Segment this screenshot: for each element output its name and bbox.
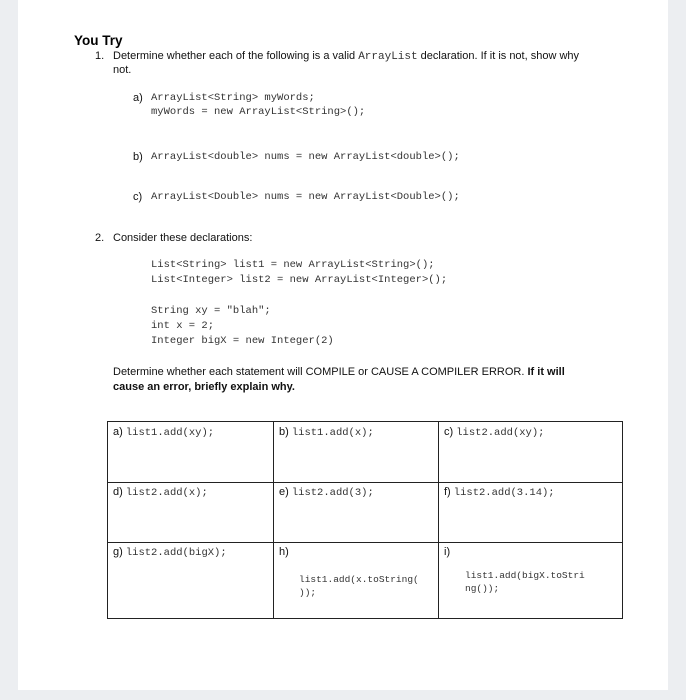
q2-instruction-line1 <box>113 366 565 378</box>
q1-text <box>113 50 579 63</box>
q1-b-label: b) <box>133 151 143 163</box>
q1-a-line1: ArrayList<String> myWords; <box>151 92 315 104</box>
cell-label: h) <box>279 546 289 558</box>
cell-code: list2.add(bigX); <box>125 547 227 559</box>
cell-label: a) <box>113 426 123 438</box>
q1-number: 1. <box>95 50 105 62</box>
q1-b-code: ArrayList<double> nums = new ArrayList<double>(); <box>151 151 460 163</box>
q1-a-label: a) <box>133 92 143 104</box>
cell-code: list1.add(x); <box>291 427 374 439</box>
table-cell-f[interactable] <box>444 486 555 499</box>
answer-table <box>107 421 623 619</box>
cell-label: c) <box>444 426 454 438</box>
table-cell-d[interactable] <box>113 486 208 499</box>
cell-label: d) <box>113 486 123 498</box>
table-cell-h-code <box>299 573 419 599</box>
q2-instruction-normal: Determine whether each statement will COMPILE or CAUSE A COMPILER ERROR. <box>113 366 528 378</box>
q1-text-pre: Determine whether each of the following is a valid <box>113 50 359 62</box>
cell-code-line1: list1.add(x.toString( <box>299 574 419 585</box>
table-cell-b[interactable] <box>279 426 374 439</box>
table-divider <box>108 482 622 483</box>
q2-number: 2. <box>95 232 105 244</box>
q2-decl-list2: List<Integer> list2 = new ArrayList<Integer>(); <box>151 274 448 286</box>
cell-code: list2.add(3); <box>291 487 374 499</box>
table-divider <box>108 542 622 543</box>
cell-code: list2.add(x); <box>125 487 208 499</box>
q2-decl-x: int x = 2; <box>151 320 215 332</box>
q2-decl-xy: String xy = "blah"; <box>151 305 271 317</box>
q1-a-line2: myWords = new ArrayList<String>(); <box>151 106 366 118</box>
table-cell-h[interactable] <box>279 546 289 558</box>
q1-text-line2: not. <box>113 64 132 76</box>
table-cell-c[interactable] <box>444 426 544 439</box>
cell-code-line1: list1.add(bigX.toStri <box>465 570 585 581</box>
q1-c-code: ArrayList<Double> nums = new ArrayList<Double>(); <box>151 191 460 203</box>
table-cell-g[interactable] <box>113 546 227 559</box>
cell-code: list2.add(3.14); <box>453 487 555 499</box>
q2-instruction-bold1: If it will <box>527 366 565 378</box>
cell-label: g) <box>113 546 123 558</box>
q2-decl-list1: List<String> list1 = new ArrayList<String>(); <box>151 259 435 271</box>
q1-text-code: ArrayList <box>358 51 418 63</box>
table-cell-i[interactable] <box>444 546 450 558</box>
q2-decl-bigx: Integer bigX = new Integer(2) <box>151 335 334 347</box>
heading: You Try <box>74 33 123 48</box>
cell-code-line2: ng()); <box>465 583 500 594</box>
cell-code: list2.add(xy); <box>456 427 545 439</box>
table-cell-a[interactable] <box>113 426 214 439</box>
document-page <box>18 0 668 690</box>
q2-text: Consider these declarations: <box>113 232 253 244</box>
table-divider <box>438 422 439 618</box>
cell-label: e) <box>279 486 289 498</box>
cell-label: f) <box>444 486 451 498</box>
q2-instruction-bold2: cause an error, briefly explain why. <box>113 381 295 393</box>
table-divider <box>273 422 274 618</box>
cell-label: i) <box>444 546 451 558</box>
cell-code-line2: )); <box>299 587 317 598</box>
cell-code: list1.add(xy); <box>125 427 215 439</box>
table-cell-e[interactable] <box>279 486 374 499</box>
cell-label: b) <box>279 426 289 438</box>
q1-text-post: declaration. If it is not, show why <box>417 50 580 62</box>
table-cell-i-code <box>465 569 585 595</box>
q1-c-label: c) <box>133 191 143 203</box>
